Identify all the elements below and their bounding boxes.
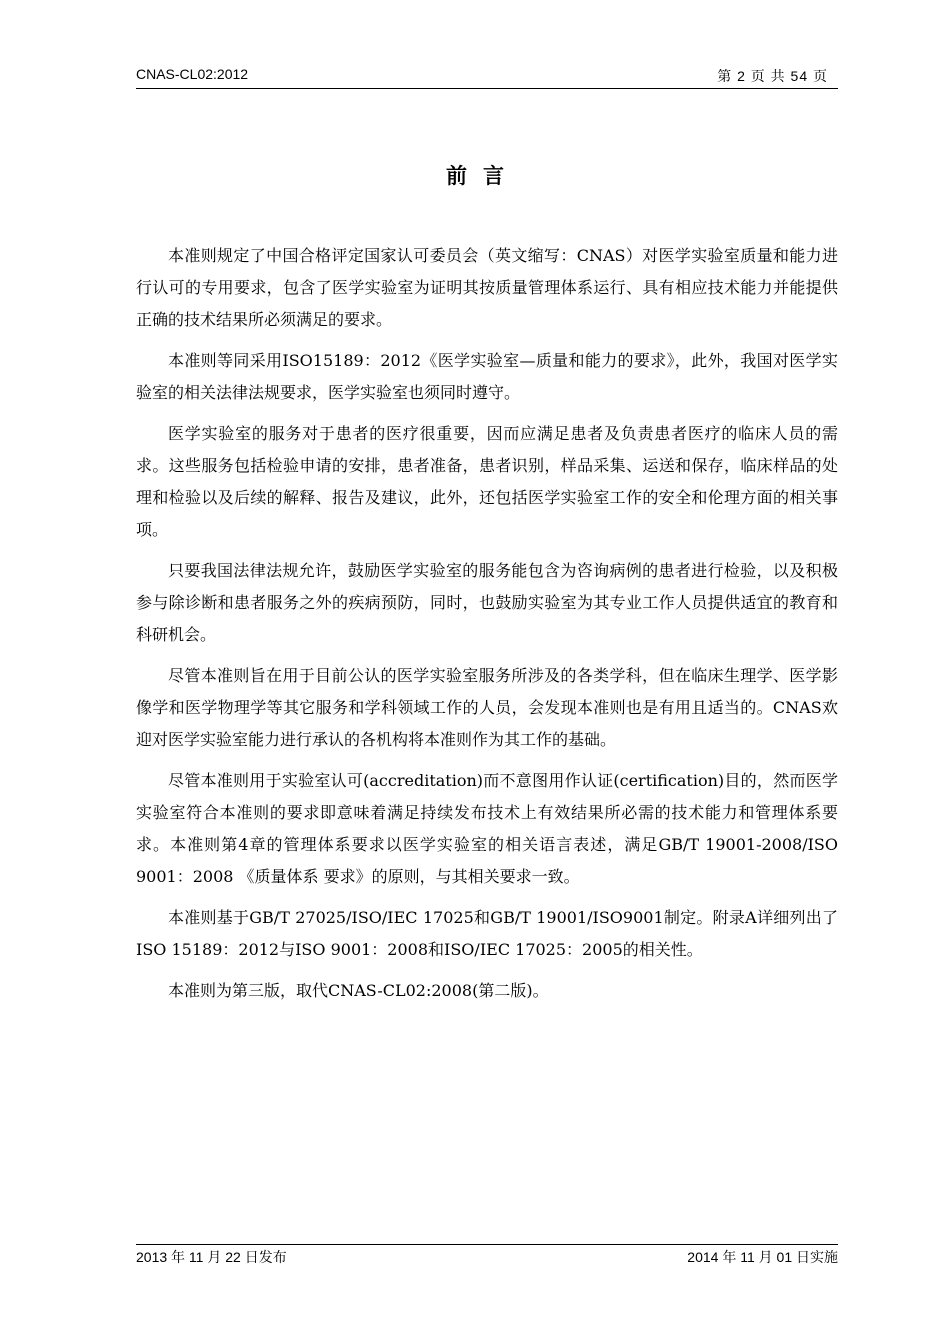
document-code: CNAS-CL02:2012 — [136, 66, 249, 82]
paragraph-4: 只要我国法律法规允许，鼓励医学实验室的服务能包含为咨询病例的患者进行检验，以及积极参与除诊断和患者服务之外的疾病预防，同时，也鼓励实验室为其专业工作人员提供适宜的教育和科研机会。 — [136, 561, 838, 644]
paragraph-7: 本准则基于GB/T 27025/ISO/IEC 17025和GB/T 19001/ISO9001制定。附录A详细列出了ISO 15189：2012与ISO 9001：2008和ISO/IEC 17025：2005的相关性。 — [136, 908, 838, 959]
paragraph-8: 本准则为第三版，取代CNAS-CL02:2008(第二版)。 — [168, 981, 549, 1000]
page-title: 前言 — [446, 164, 520, 188]
effective-date: 2014 年 11 月 01 日实施 — [687, 1249, 838, 1265]
page-header — [136, 66, 838, 89]
paragraph-5: 尽管本准则旨在用于目前公认的医学实验室服务所涉及的各类学科，但在临床生理学、医学影像学和医学物理学等其它服务和学科领域工作的人员，会发现本准则也是有用且适当的。CNAS欢迎对医学实验室能力进行承认的各机构将本准则作为其工作的基础。 — [136, 666, 838, 749]
page-footer — [136, 1244, 838, 1269]
paragraph-1: 本准则规定了中国合格评定国家认可委员会（英文缩写：CNAS）对医学实验室质量和能力进行认可的专用要求，包含了医学实验室为证明其按质量管理体系运行、具有相应技术能力并能提供正确的技术结果所必须满足的要求。 — [136, 246, 838, 329]
paragraph-3: 医学实验室的服务对于患者的医疗很重要，因而应满足患者及负责患者医疗的临床人员的需求。这些服务包括检验申请的安排，患者准备，患者识别，样品采集、运送和保存，临床样品的处理和检验以及后续的解释、报告及建议，此外，还包括医学实验室工作的安全和伦理方面的相关事项。 — [136, 424, 838, 539]
page-number: 第 2 页 共 54 页 — [717, 68, 828, 84]
paragraph-2: 本准则等同采用ISO15189：2012《医学实验室—质量和能力的要求》，此外，我国对医学实验室的相关法律法规要求，医学实验室也须同时遵守。 — [136, 351, 838, 402]
paragraph-6: 尽管本准则用于实验室认可(accreditation)而不意图用作认证(certification)目的，然而医学实验室符合本准则的要求即意味着满足持续发布技术上有效结果所必需的技术能力和管理体系要求。本准则第4章的管理体系要求以医学实验室的相关语言表述，满足GB/T 19001-2008/ISO 9001：2008 《质量体系 要求》的原则，与其相关要求一致。 — [136, 771, 838, 886]
publish-date: 2013 年 11 月 22 日发布 — [136, 1249, 287, 1265]
document-body — [136, 240, 838, 1016]
